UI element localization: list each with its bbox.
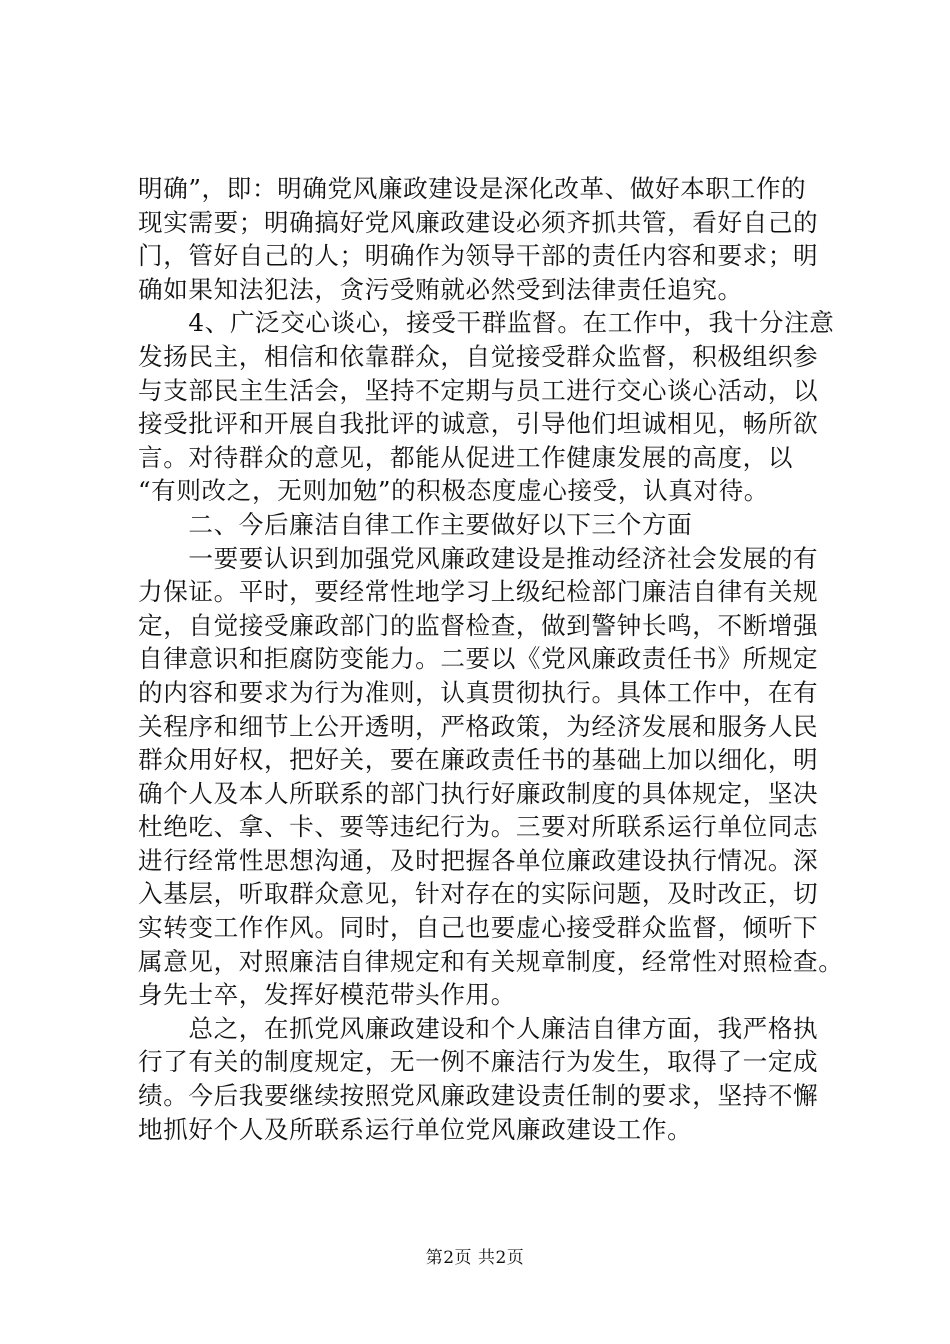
text-line: 实转变工作作风。同时，自己也要虚心接受群众监督，倾听下 — [138, 913, 819, 943]
text-line: 杜绝吃、拿、卡、要等违纪行为。三要对所联系运行单位同志 — [138, 812, 819, 842]
text-line: 绩。今后我要继续按照党风廉政建设责任制的要求，坚持不懈 — [138, 1081, 819, 1111]
text-line: 言。对待群众的意见，都能从促进工作健康发展的高度，以 — [138, 442, 794, 472]
page-number: 第2页 共2页 — [425, 1248, 525, 1268]
text-line: 属意见，对照廉洁自律规定和有关规章制度，经常性对照检查。 — [138, 946, 844, 976]
text-line: “有则改之，无则加勉”的积极态度虚心接受，认真对待。 — [138, 476, 769, 506]
text-line: 入基层，听取群众意见，针对存在的实际问题，及时改正，切 — [138, 879, 819, 909]
text-line: 身先士卒，发挥好模范带头作用。 — [138, 980, 516, 1010]
text-line: 一要要认识到加强党风廉政建设是推动经济社会发展的有 — [138, 543, 819, 573]
text-line: 力保证。平时，要经常性地学习上级纪检部门廉洁自律有关规 — [138, 577, 819, 607]
text-line: 总之，在抓党风廉政建设和个人廉洁自律方面，我严格执 — [138, 1013, 819, 1043]
text-line: 关程序和细节上公开透明，严格政策，为经济发展和服务人民 — [138, 711, 819, 741]
text-line: 进行经常性思想沟通，及时把握各单位廉政建设执行情况。深 — [138, 845, 819, 875]
text-line: 群众用好权，把好关，要在廉政责任书的基础上加以细化，明 — [138, 745, 819, 775]
text-line: 定，自觉接受廉政部门的监督检查，做到警钟长鸣，不断增强 — [138, 610, 819, 640]
text-line: 的内容和要求为行为准则，认真贯彻执行。具体工作中，在有 — [138, 677, 819, 707]
text-line: 与支部民主生活会，坚持不定期与员工进行交心谈心活动，以 — [138, 375, 819, 405]
text-line: 自律意识和拒腐防变能力。二要以《党风廉政责任书》所规定 — [138, 644, 819, 674]
text-line: 4、广泛交心谈心，接受干群监督。在工作中，我十分注意 — [138, 308, 835, 338]
text-line: 门，管好自己的人；明确作为领导干部的责任内容和要求；明 — [138, 241, 819, 271]
text-line: 确如果知法犯法，贪污受贿就必然受到法律责任追究。 — [138, 274, 743, 304]
text-line: 发扬民主，相信和依靠群众，自觉接受群众监督，积极组织参 — [138, 341, 819, 371]
document-body — [138, 172, 850, 1146]
text-line: 行了有关的制度规定，无一例不廉洁行为发生，取得了一定成 — [138, 1047, 819, 1077]
text-line: 确个人及本人所联系的部门执行好廉政制度的具体规定，坚决 — [138, 778, 819, 808]
text-line: 地抓好个人及所联系运行单位党风廉政建设工作。 — [138, 1114, 693, 1144]
text-line: 现实需要；明确搞好党风廉政建设必须齐抓共管，看好自己的 — [138, 207, 819, 237]
text-line: 接受批评和开展自我批评的诚意，引导他们坦诚相见，畅所欲 — [138, 409, 819, 439]
section-heading: 二、今后廉洁自律工作主要做好以下三个方面 — [138, 509, 693, 539]
text-line: 明确”，即：明确党风廉政建设是深化改革、做好本职工作的 — [138, 174, 807, 203]
